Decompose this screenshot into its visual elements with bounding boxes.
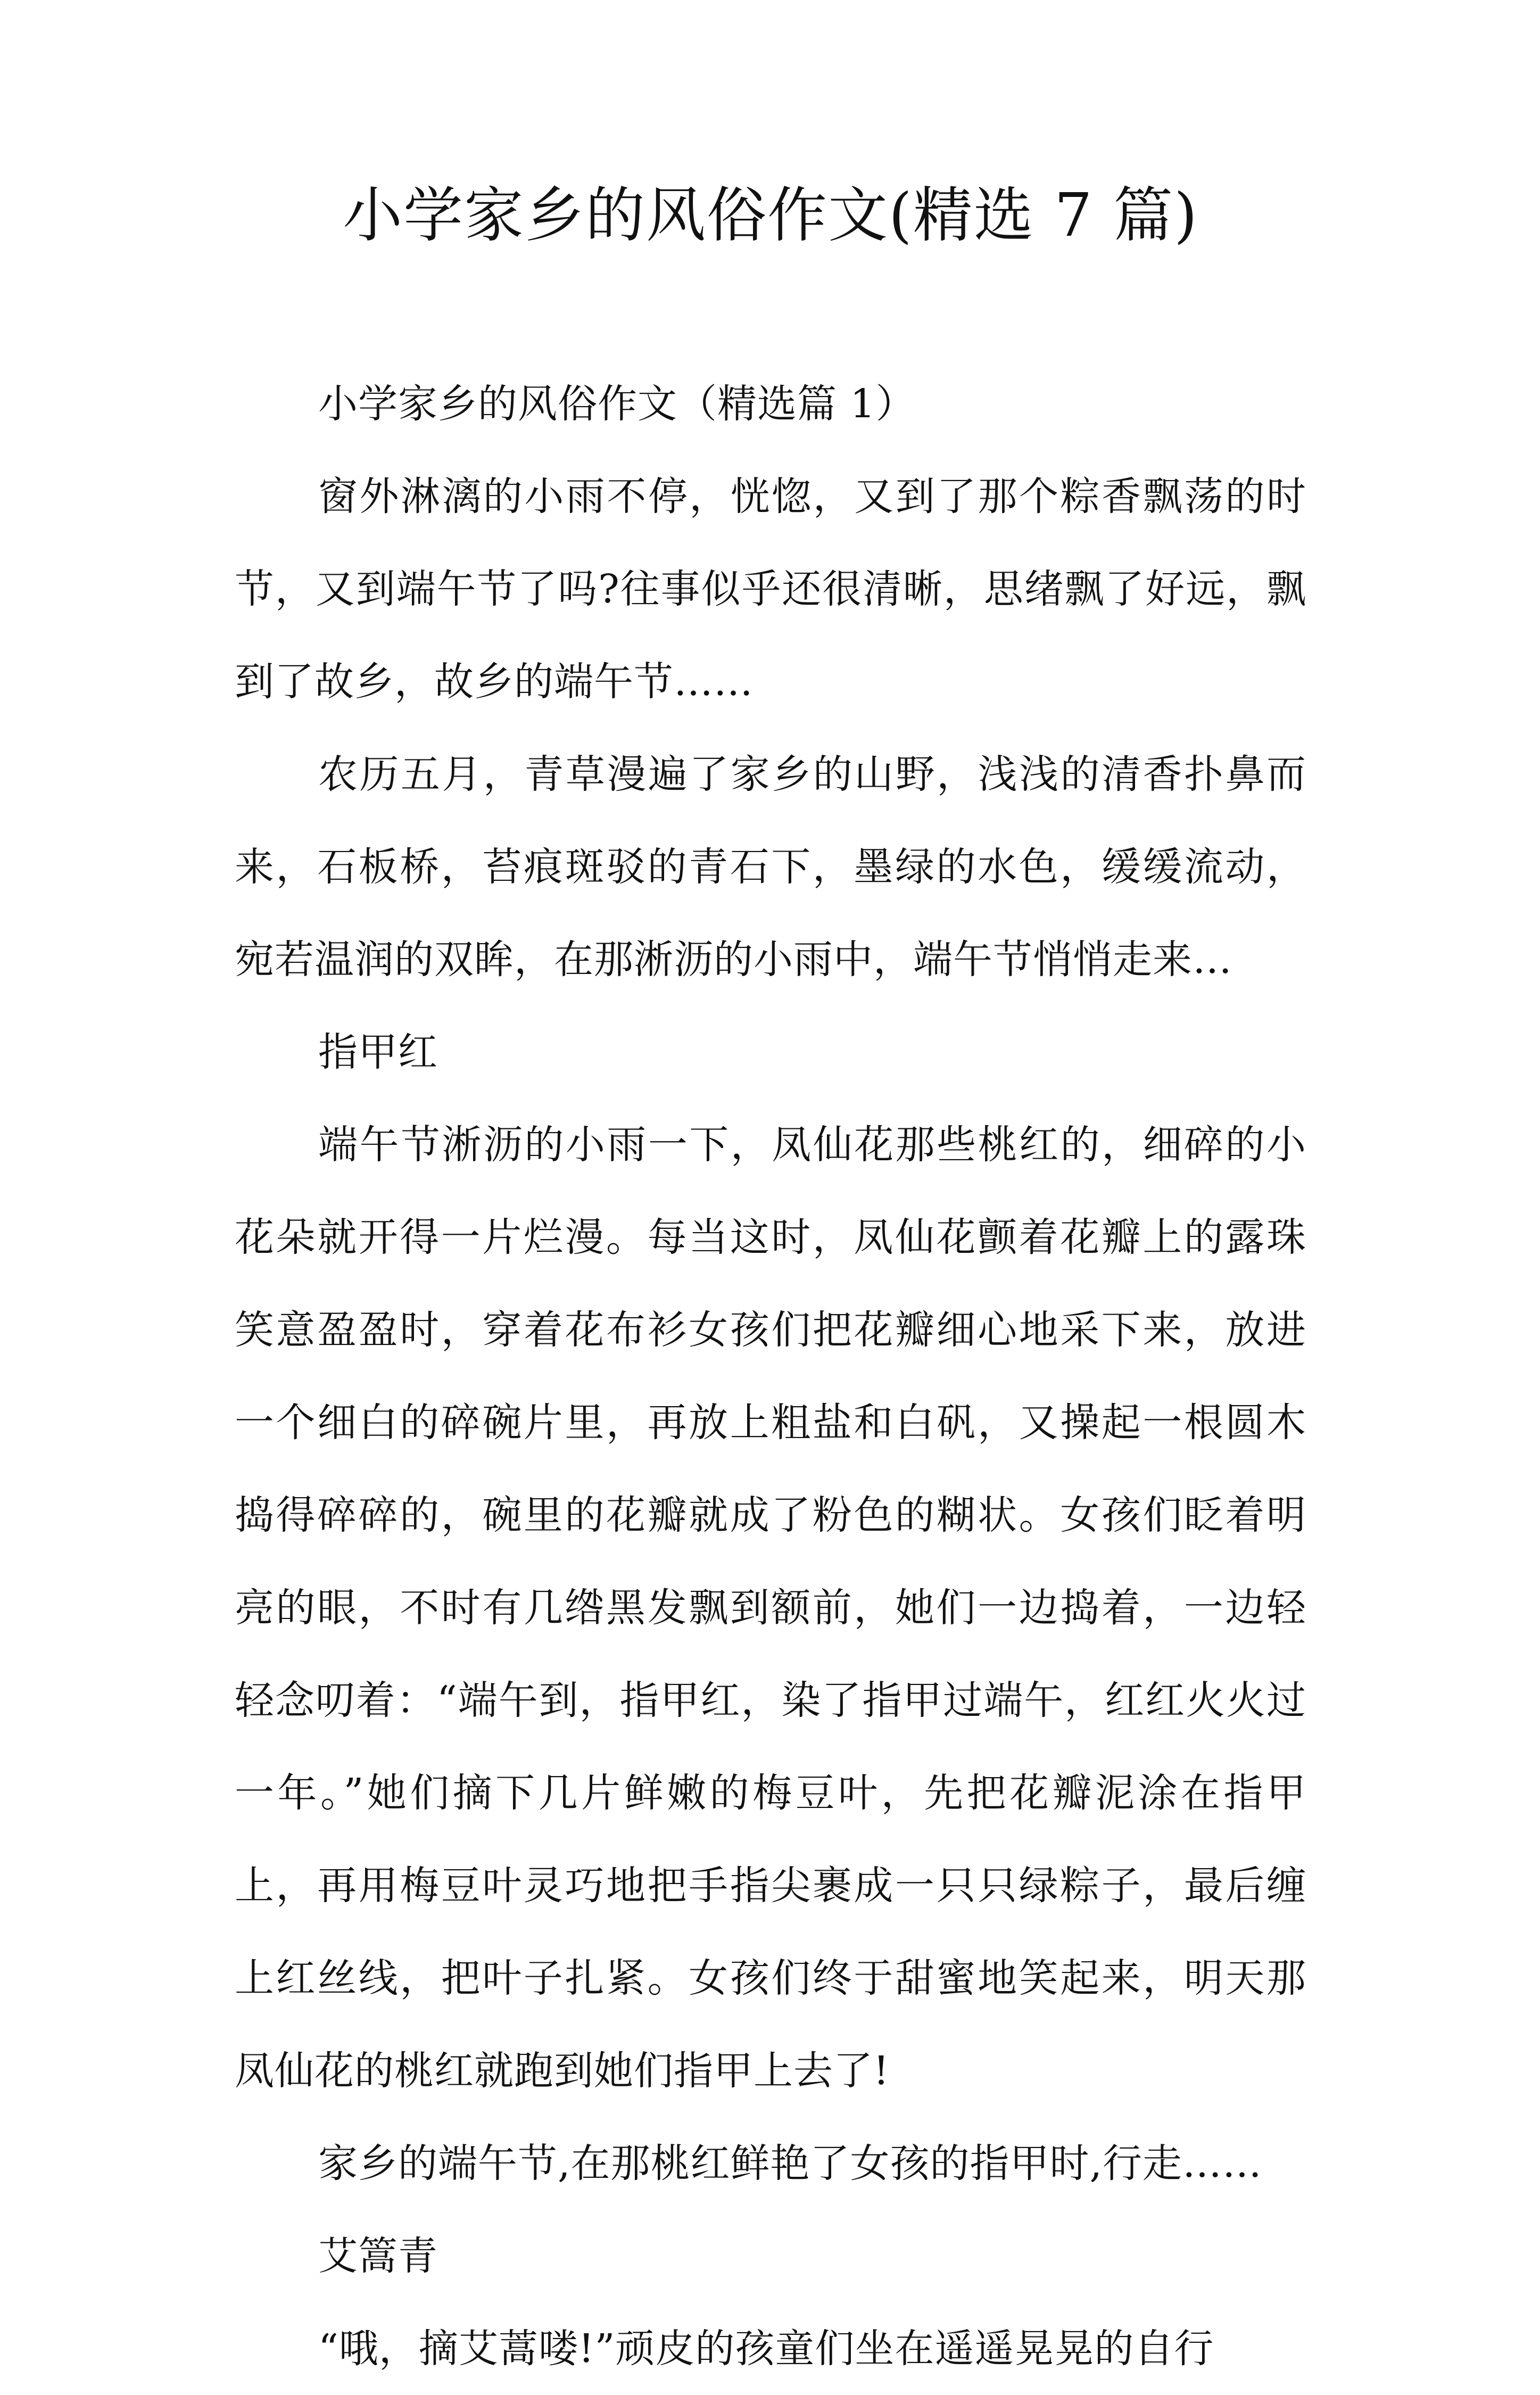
document-body [235, 358, 1306, 2395]
body-paragraph: 端午节淅沥的小雨一下，凤仙花那些桃红的，细碎的小花朵就开得一片烂漫。每当这时，凤仙花颤着花瓣上的露珠笑意盈盈时，穿着花布衫女孩们把花瓣细心地采下来，放进一个细白的碎碗片里，再放上粗盐和白矾，又操起一根圆木捣得碎碎的，碗里的花瓣就成了粉色的糊状。女孩们眨着明亮的眼，不时有几绺黑发飘到额前，她们一边捣着，一边轻轻念叨着：“端午到，指甲红，染了指甲过端午，红红火火过一年。”她们摘下几片鲜嫩的梅豆叶，先把花瓣泥涂在指甲上，再用梅豆叶灵巧地把手指尖裹成一只只绿粽子，最后缠上红丝线，把叶子扎紧。女孩们终于甜蜜地笑起来，明天那凤仙花的桃红就跑到她们指甲上去了! [235, 1122, 1306, 2094]
section-heading: 小学家乡的风俗作文（精选篇 1） [318, 381, 916, 427]
body-paragraph: “哦，摘艾蒿喽!”顽皮的孩童们坐在遥遥晃晃的自行 [318, 2326, 1214, 2372]
document-title: 小学家乡的风俗作文(精选 7 篇) [343, 181, 1198, 250]
body-paragraph: 农历五月，青草漫遍了家乡的山野，浅浅的清香扑鼻而来，石板桥，苔痕斑驳的青石下，墨绿的水色，缓缓流动，宛若温润的双眸，在那淅沥的小雨中，端午节悄悄走来… [235, 751, 1306, 982]
subsection-heading: 艾篙青 [318, 2233, 438, 2279]
subsection-heading: 指甲红 [318, 1029, 438, 1075]
body-paragraph: 窗外淋漓的小雨不停，恍惚，又到了那个粽香飘荡的时节，又到端午节了吗?往事似乎还很清晰，思绪飘了好远，飘到了故乡，故乡的端午节…… [235, 474, 1306, 705]
body-paragraph: 家乡的端午节,在那桃红鲜艳了女孩的指甲时,行走…… [318, 2141, 1263, 2186]
